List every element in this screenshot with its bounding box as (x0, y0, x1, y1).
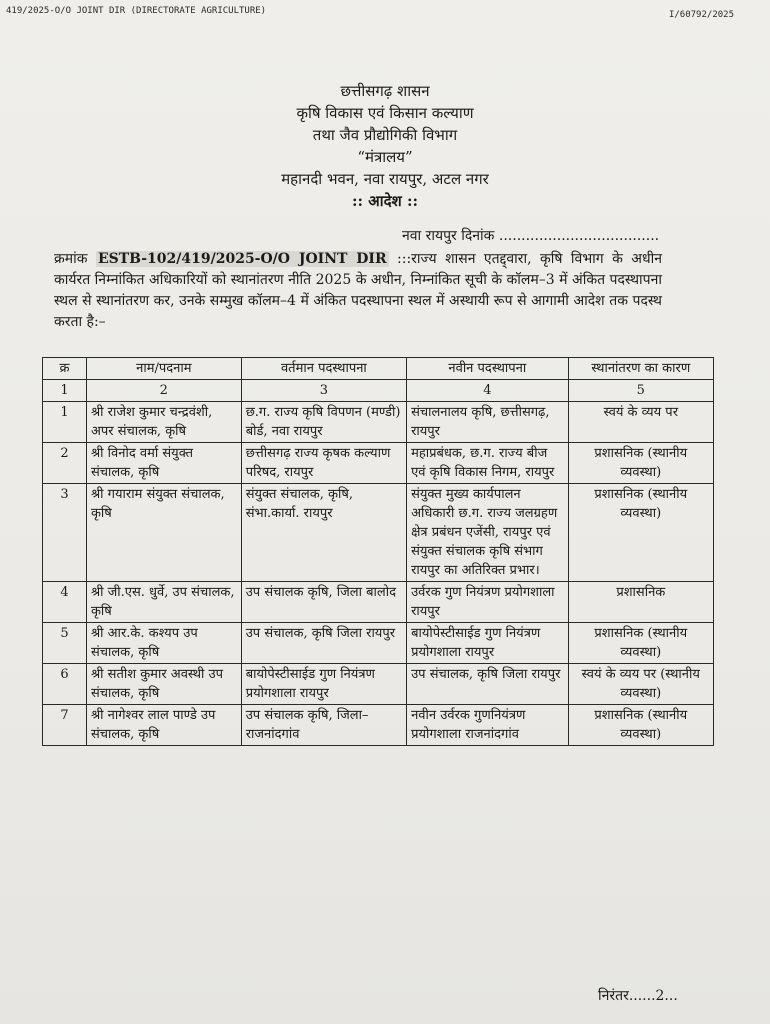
current-posting-cell: बायोपेस्टीसाईड गुण नियंत्रण प्रयोगशाला रायपुर (241, 664, 406, 705)
kramank-label: क्रमांक (54, 251, 96, 267)
transfer-reason-cell: प्रशासनिक (स्थानीय व्यवस्था) (568, 705, 713, 746)
serial-cell: 5 (43, 623, 87, 664)
serial-cell: 3 (43, 484, 87, 582)
new-posting-cell: उप संचालक, कृषि जिला रायपुर (407, 664, 569, 705)
new-posting-cell: महाप्रबंधक, छ.ग. राज्य बीज एवं कृषि विकास निगम, रायपुर (407, 443, 569, 484)
col-number: 1 (43, 380, 87, 402)
col-number: 2 (86, 380, 241, 402)
name-designation-cell: श्री विनोद वर्मा संयुक्त संचालक, कृषि (86, 443, 241, 484)
new-posting-cell: संचालनालय कृषि, छत्तीसगढ़, रायपुर (407, 402, 569, 443)
col-header-name: नाम/पदनाम (86, 358, 241, 380)
table-header-row (43, 358, 714, 380)
ministry-label: “मंत्रालय” (357, 148, 413, 166)
transfer-reason-cell: स्वयं के व्यय पर (568, 402, 713, 443)
department-name: कृषि विकास एवं किसान कल्याण (296, 104, 474, 122)
order-title: :: आदेश :: (351, 192, 419, 210)
letterhead (0, 80, 770, 212)
current-posting-cell: संयुक्त संचालक, कृषि, संभा.कार्या. रायपुर (241, 484, 406, 582)
serial-cell: 1 (43, 402, 87, 443)
transfer-table (42, 357, 714, 746)
name-designation-cell: श्री नागेश्वर लाल पाण्डे उप संचालक, कृषि (86, 705, 241, 746)
table-row (43, 582, 714, 623)
transfer-reason-cell: प्रशासनिक (568, 582, 713, 623)
name-designation-cell: श्री आर.के. कश्यप उप संचालक, कृषि (86, 623, 241, 664)
current-posting-cell: उप संचालक, कृषि जिला रायपुर (241, 623, 406, 664)
table-row (43, 484, 714, 582)
table-column-number-row (43, 380, 714, 402)
transfer-reason-cell: प्रशासनिक (स्थानीय व्यवस्था) (568, 484, 713, 582)
current-posting-cell: छ.ग. राज्य कृषि विपणन (मण्डी) बोर्ड, नवा रायपुर (241, 402, 406, 443)
name-designation-cell: श्री गयाराम संयुक्त संचालक, कृषि (86, 484, 241, 582)
table-row (43, 443, 714, 484)
new-posting-cell: बायोपेस्टीसाईड गुण नियंत्रण प्रयोगशाला रायपुर (407, 623, 569, 664)
serial-cell: 7 (43, 705, 87, 746)
col-header-reason: स्थानांतरण का कारण (568, 358, 713, 380)
table-row (43, 664, 714, 705)
col-header-current-posting: वर्तमान पदस्थापना (241, 358, 406, 380)
government-name: छत्तीसगढ़ शासन (340, 82, 430, 100)
serial-cell: 2 (43, 443, 87, 484)
continued-marker: निरंतर......2... (598, 988, 678, 1004)
serial-cell: 6 (43, 664, 87, 705)
place-date-line: नवा रायपुर दिनांक .................................... (402, 228, 660, 244)
name-designation-cell: श्री सतीश कुमार अवस्थी उप संचालक, कृषि (86, 664, 241, 705)
transfer-reason-cell: प्रशासनिक (स्थानीय व्यवस्था) (568, 443, 713, 484)
transfer-reason-cell: स्वयं के व्यय पर (स्थानीय व्यवस्था) (568, 664, 713, 705)
serial-cell: 4 (43, 582, 87, 623)
address-line: महानदी भवन, नवा रायपुर, अटल नगर (281, 170, 489, 188)
transfer-reason-cell: प्रशासनिक (स्थानीय व्यवस्था) (568, 623, 713, 664)
order-reference-number: ESTB-102/419/2025-O/O JOINT DIR (97, 251, 387, 267)
name-designation-cell: श्री जी.एस. धुर्वे, उप संचालक, कृषि (86, 582, 241, 623)
current-posting-cell: उप संचालक कृषि, जिला–राजनांदगांव (241, 705, 406, 746)
file-reference-header: 419/2025-O/O JOINT DIR (DIRECTORATE AGRICULTURE) (6, 6, 267, 16)
col-number: 4 (407, 380, 569, 402)
file-number-header: I/60792/2025 (668, 10, 734, 20)
new-posting-cell: संयुक्त मुख्य कार्यपालन अधिकारी छ.ग. राज्य जलग्रहण क्षेत्र प्रबंधन एजेंसी, रायपुर एवं संयुक्त संचालक कृषि संभाग रायपुर का अतिरिक्त प्रभार। (407, 484, 569, 582)
table-row (43, 402, 714, 443)
department-name-cont: तथा जैव प्रौद्योगिकी विभाग (312, 126, 458, 144)
col-number: 5 (568, 380, 713, 402)
order-body-text: :::राज्य शासन एतद्द्वारा, कृषि विभाग के अधीन कार्यरत निम्नांकित अधिकारियों को स्थानांतरण नीति 2025 के अधीन, निम्नांकित सूची के कॉलम–3 में अंकित पदस्थापना स्थल से स्थानांतरण कर, उनके सम्मुख कॉलम–4 में अंकित पदस्थापना स्थल में अस्थायी रूप से आगामी आदेश तक पदस्थ करता है:– (54, 251, 663, 330)
table-row (43, 705, 714, 746)
new-posting-cell: नवीन उर्वरक गुणनियंत्रण प्रयोगशाला राजनांदगांव (407, 705, 569, 746)
order-intro-paragraph (54, 249, 662, 333)
current-posting-cell: उप संचालक कृषि, जिला बालोद (241, 582, 406, 623)
col-header-serial: क्र (43, 358, 87, 380)
name-designation-cell: श्री राजेश कुमार चन्द्रवंशी, अपर संचालक, कृषि (86, 402, 241, 443)
col-number: 3 (241, 380, 406, 402)
new-posting-cell: उर्वरक गुण नियंत्रण प्रयोगशाला रायपुर (407, 582, 569, 623)
current-posting-cell: छत्तीसगढ़ राज्य कृषक कल्याण परिषद, रायपुर (241, 443, 406, 484)
col-header-new-posting: नवीन पदस्थापना (407, 358, 569, 380)
table-row (43, 623, 714, 664)
